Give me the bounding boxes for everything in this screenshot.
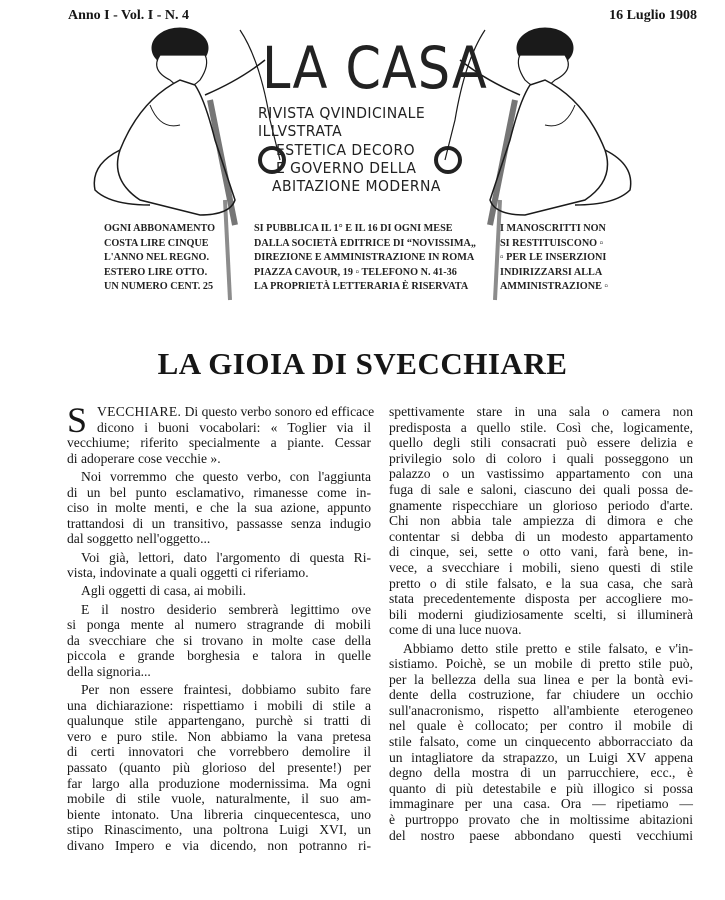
text-line: piccola e grande borghesia e talora in quelle [67,648,371,664]
text-line [67,404,375,420]
text-line: E il nostro desiderio sembrerà legittimo ove [81,601,371,617]
text-line: bili moderni giudiziosamente scelti, si illuminerà [389,606,693,622]
text-line: Agli oggetti di casa, ai mobili. [81,583,246,599]
info-line: PIAZZA CAVOUR, 19 ▫ TELEFONO N. 41-36 [254,266,457,278]
text-line: immaginare per una casa. Ora — ripetiamo — [389,796,693,812]
masthead-subtitle: ILLVSTRATA [258,122,343,140]
text-line: Abbiamo detto stile pretto e stile falsato, e v'in- [403,640,693,656]
info-line: SI RESTITUISCONO ▫ [500,237,604,249]
text-line: stile falsato, come un cinquecento abborracciato da [389,734,693,750]
text-line: far largo alla produzione modernissima. Ma ogni [67,775,371,791]
paragraph [389,641,693,844]
text-line: ciso in molte menti, e che la sua azione, appunto [67,500,371,516]
info-line: DALLA SOCIETÀ EDITRICE DI “NOVISSIMA„ [254,237,476,249]
paragraph [389,404,693,638]
paragraph [67,469,371,547]
subscription-info [104,222,215,295]
text-line: stipo Rinascimento, una poltrona Luigi XVI, un [67,822,371,838]
text-line: contentar si debba di un modesto appartamento [389,528,693,544]
paragraph [67,550,371,581]
text-line: dicono i buoni vocabolari: « Toglier via il [97,419,371,435]
info-line: AMMINISTRAZIONE ▫ [500,281,609,292]
text-line: del nostro paese abbondano questi vecchiumi [389,827,693,843]
text-line: di cinque, sei, sette o otto vani, farà bene, in- [389,544,693,560]
paragraph [67,682,371,854]
info-line: ▫ PER LE INSERZIONI [500,252,607,263]
text-line: come di una luce nuova. [389,622,522,638]
text-line: qualunque stile appartengano, purchè si tratti di [67,713,371,729]
text-line: di certi innovatori che vorrebbero demolire il [67,744,371,760]
info-line: UN NUMERO CENT. 25 [104,281,214,292]
text-line: di adoperare cose vecchie ». [67,450,221,466]
text-line: vecchiume; riferito specialmente a piante. Cessar [67,435,371,451]
publication-info [254,222,476,295]
text-line: mobile di stile vuole, naturalmente, il suo am- [67,791,371,807]
text-line: da svecchiare che si trovano in molte case della [67,632,371,648]
paragraph [67,602,371,680]
article-column-1 [67,400,375,856]
text-line: è purtroppo provato che in moltissime abitazioni [389,812,693,828]
masthead-tagline: E GOVERNO DELLA [276,159,417,177]
issue-number: Anno I - Vol. I - N. 4 [68,8,189,23]
text-line: passato (quanto più glorioso del presente!) per [67,760,371,776]
info-line: LA PROPRIETÀ LETTERARIA È RISERVATA [254,281,469,292]
masthead-tagline: ESTETICA DECORO [276,141,416,159]
text-line: divano Impero e via dicendo, non potranno ri- [67,838,371,853]
text-line: nel quale è collocato; per contro il mobile di [389,718,693,734]
info-line: OGNI ABBONAMENTO [104,223,216,234]
lead-word: VECCHIARE. [97,404,182,419]
text-line: fuga di sale e saloni, ciascuno dei quali possa de- [389,481,693,497]
info-line: I MANOSCRITTI NON [500,223,606,234]
text-line: palazzo o un vastissimo appartamento con una [389,466,693,482]
masthead-subtitle: RIVISTA QVINDICINALE [258,104,426,122]
text-line: Chi non abbia tale ampiezza di dimora e che [389,513,693,529]
text-line: dal soggetto nell'oggetto... [67,531,211,547]
text-line: si ponga mente al numero stragrande di mobili [67,617,371,633]
text-line: trattandosi di un transitivo, passasse senza indugio [67,515,371,531]
issue-date: 16 Luglio 1908 [609,8,697,23]
line-text: Di questo verbo sonoro ed efficace [181,404,375,419]
text-line: Voi già, lettori, dato l'argomento di questa Ri- [81,549,371,565]
drop-cap: S [67,400,88,440]
text-line: sull'anacronismo, rispetto all'ambiente eterogeneo [389,702,693,718]
text-line: Noi vorremmo che questo verbo, con l'aggiunta [81,468,371,484]
text-line: della signoria... [67,663,151,679]
info-line: COSTA LIRE CINQUE [104,237,209,249]
text-line: vero e puro stile. Non abbiamo la vana pretesa [67,728,371,744]
text-line: sistiamo. Poichè, se un mobile di pretto stile può, [389,656,693,672]
text-line: Per non essere fraintesi, dobbiamo subito fare [81,682,371,698]
info-line: DIREZIONE E AMMINISTRAZIONE IN ROMA [254,252,475,263]
text-line: dente della costruzione, far chiudere un occhio [389,687,693,703]
text-line: di un bel punto esclamativo, rimanesse come in- [67,484,371,500]
text-line: spettivamente stare in una sala o camera non [389,404,693,419]
masthead-title: LA CASA [262,34,488,102]
text-line: pretto o di stile falsato, e la sua casa, che sarà [389,575,693,591]
text-line: una dichiarazione: rispettiamo i mobili di stile a [67,697,371,713]
text-line: degno della mostra di un parrucchiere, ecc., è [389,765,693,781]
text-line: vista, indovinate a quali oggetti ci riferiamo. [67,565,309,581]
paragraph [67,400,375,466]
article-column-2 [389,404,693,846]
text-line: gnamente rispecchiare un glorioso periodo d'arte. [389,497,693,513]
text-line: privilegio solo di coloro i quali posseggono un [389,450,693,466]
text-line: stata precedentemente disposta per accogliere mo- [389,591,693,607]
text-line: quello degli stili consacrati può essere delizia e [389,435,693,451]
text-line: quanto di più detestabile e più illogico si possa [389,780,693,796]
info-line: SI PUBBLICA IL 1° E IL 16 DI OGNI MESE [254,223,453,234]
text-line: per la bellezza della sua linea e per la bontà evi- [389,671,693,687]
text-line: predisposta a quello stile. Così che, logicamente, [389,419,693,435]
text-line: biente intonato. Una libreria cinquecentesca, uno [67,806,371,822]
masthead-tagline: ABITAZIONE MODERNA [272,177,441,195]
manuscripts-info [500,222,608,295]
article-headline: LA GIOIA DI SVECCHIARE [157,346,568,381]
info-line: L'ANNO NEL REGNO. [104,252,210,263]
text-line: un intagliatore da strapazzo, un Luigi XV appena [389,749,693,765]
paragraph [67,583,371,599]
info-line: ESTERO LIRE OTTO. [104,266,208,278]
text-line: vece, a svecchiare i mobili, sieno questi di stile [389,559,693,575]
info-line: INDIRIZZARSI ALLA [500,266,603,278]
